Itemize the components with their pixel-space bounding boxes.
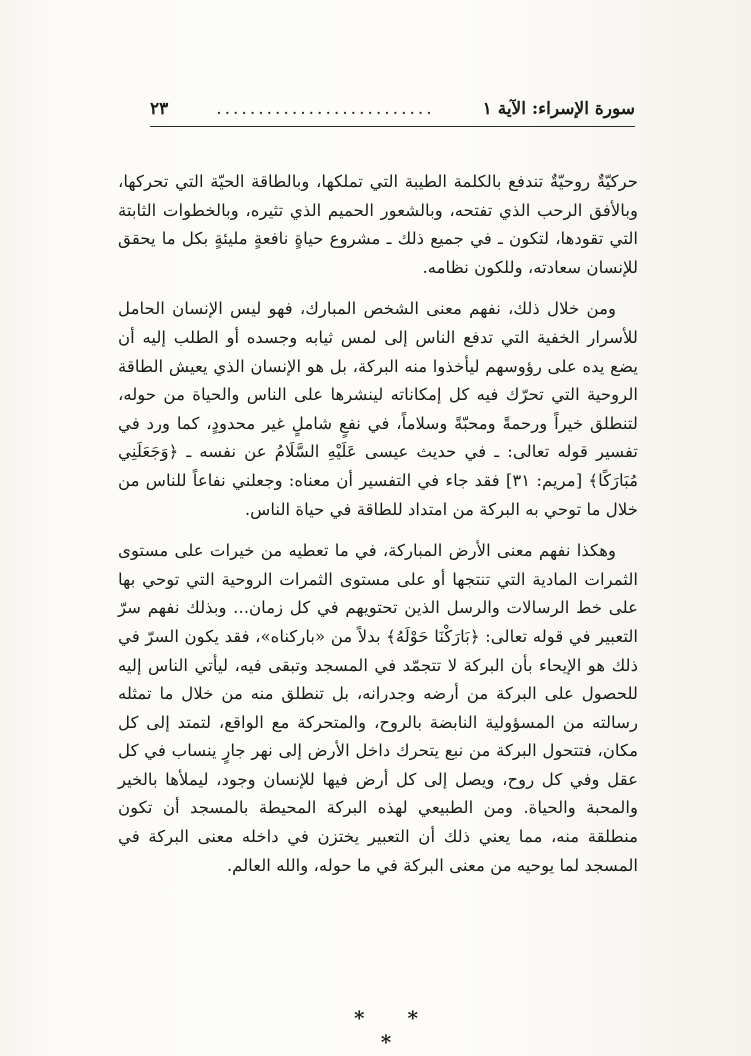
leader-dots: .......................... xyxy=(216,99,435,119)
running-title: سورة الإسراء: الآية ١ xyxy=(482,99,635,119)
running-header xyxy=(150,92,635,127)
page-body xyxy=(118,168,638,893)
section-end-ornament: * * * xyxy=(354,1006,436,1054)
page-number: ٢٣ xyxy=(150,99,169,119)
paragraph: ومن خلال ذلك، نفهم معنى الشخص المبارك، فهو ليس الإنسان الحامل للأسرار الخفية التي تدفع الناس إلى لمس ثيابه وجسده أو الطلب إليه أن يضع يده على رؤوسهم ليأخذوا منه البركة، بل هو الإنسان الذي يعيش الطاقة الروحية التي تحرّك فيه كل إمكاناته لينشرها على الناس والحياة من حوله، لتنطلق خيراً ورحمةً ومحبّةً وسلاماً، في نفعٍ شاملٍ غير محدودٍ، كما ورد في تفسير قوله تعالى: ـ في حديث عيسى عَلَيْهِ السَّلَامُ عن نفسه ـ ﴿وَجَعَلَنِي مُبَارَكًا﴾ [مريم: ٣١] فقد جاء في التفسير أن معناه: وجعلني نفاعاً للناس من خلال ما توحي به البركة من امتداد للطاقة في حياة الناس. xyxy=(118,299,638,519)
paragraph: حركيّةٌ روحيّةٌ تندفع بالكلمة الطيبة التي تملكها، وبالطاقة الحيّة التي تحركها، وبالأفق الرحب الذي تفتحه، وبالشعور الحميم الذي تثيره، وبالخطوات الثابتة التي تقودها، لتكون ـ في جميع ذلك ـ مشروع حياةٍ نافعةٍ مليئةٍ بكل ما يحقق للإنسان سعادته، وللكون نظامه. xyxy=(118,172,638,277)
paragraph: وهكذا نفهم معنى الأرض المباركة، في ما تعطيه من خيرات على مستوى الثمرات المادية التي تنتجها أو على مستوى الثمرات الروحية التي توحي بها على خط الرسالات والرسل الذين تحتويهم في كل زمان... وبذلك نفهم سرّ التعبير في قوله تعالى: ﴿بَارَكْنَا حَوْلَهُ﴾ بدلاً من «باركناه»، فقد يكون السرّ في ذلك هو الإيحاء بأن البركة لا تتجمّد في المسجد وتبقى فيه، ليأتي الناس إليه للحصول على البركة من أرضه وجدرانه، بل تنطلق منه من خلال ما تمثله رسالته من المسؤولية النابضة بالروح، والمتحركة مع الواقع، لتمتد إلى كل مكان، فتتحول البركة من نبع يتحرك داخل الأرض إلى نهر جارٍ ينساب في كل عقل وفي كل روح، ويصل إلى كل أرض فيها للإنسان وجود، ليملأها بالخير والمحبة والحياة. ومن الطبيعي لهذه البركة المحيطة بالمسجد أن تكون منطلقة منه، مما يعني ذلك أن التعبير يختزن في داخله معنى البركة في المسجد لما يوحيه من معنى البركة في ما حوله، والله العالم. xyxy=(118,541,638,875)
